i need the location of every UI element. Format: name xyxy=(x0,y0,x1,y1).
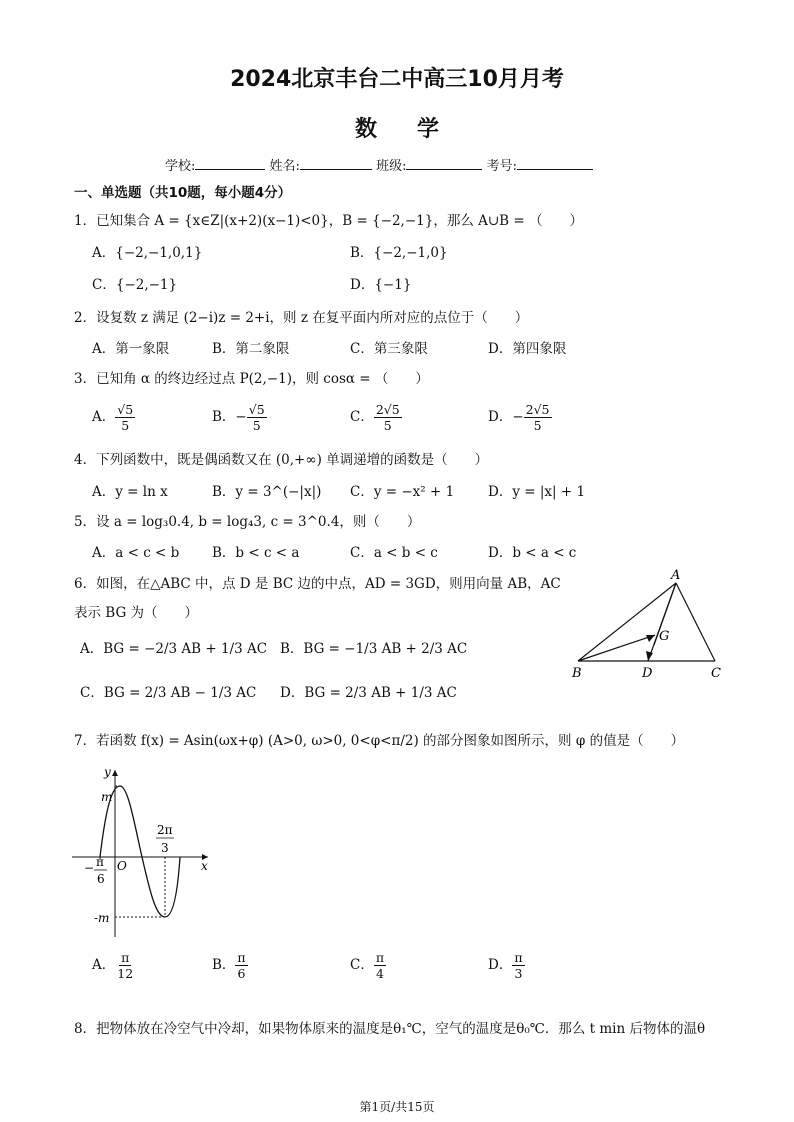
q1-stem: 1．已知集合 A = {x∈Z|(x+2)(x−1)<0}，B = {−2,−1}，那么 A∪B = （ ） xyxy=(74,213,583,229)
q7-option-b: B． $\frac{\pi}{6}$ xyxy=(212,950,246,981)
vector-ad-arrowhead xyxy=(646,651,653,661)
side-ac xyxy=(676,583,715,661)
q3-option-b: B．− $\frac{√5}{5}$ xyxy=(212,402,265,433)
label-a: A xyxy=(671,568,681,583)
label-2pi: 2π xyxy=(157,823,173,837)
q6-stem-line2: 表示 BG 为（ ） xyxy=(74,605,199,621)
q3-stem: 3．已知角 α 的终边经过点 P(2,−1)，则 cosα = （ ） xyxy=(74,371,429,387)
student-info xyxy=(165,155,593,174)
sine-graph xyxy=(70,762,220,942)
label-b: B xyxy=(572,666,582,681)
q7-option-c: C． $\frac{\pi}{4}$ xyxy=(350,950,385,981)
q3-option-a: A． $\frac{√5}{5}$ xyxy=(92,402,134,433)
q2-option-b: B．第二象限 xyxy=(212,341,290,357)
q3-option-c: C． $\frac{2√5}{5}$ xyxy=(350,402,400,433)
q2-stem: 2．设复数 z 满足 (2−i)z = 2+i，则 z 在复平面内所对应的点位于（ ） xyxy=(74,310,529,326)
label-6: 6 xyxy=(97,872,105,886)
q4-option-d: D．y = |x| + 1 xyxy=(488,484,586,500)
q1-option-d: D．{−1} xyxy=(350,277,412,293)
q4-option-b: B．y = 3^(−|x|) xyxy=(212,484,322,500)
page-footer: 第1页/共15页 xyxy=(359,1100,435,1114)
school-label: 学校: xyxy=(165,159,196,174)
name-blank[interactable] xyxy=(300,157,372,170)
subject-title: 数学 xyxy=(354,117,479,142)
q6-option-d: D．BG = 2/3 AB + 1/3 AC xyxy=(280,685,457,701)
page-title: 2024北京丰台二中高三10月月考 xyxy=(230,67,564,92)
q5-option-d: D．b < a < c xyxy=(488,545,577,561)
q8-stem: 8．把物体放在冷空气中冷却，如果物体原来的温度是θ₁℃，空气的温度是θ₀℃．那么 t min 后物体的温θ xyxy=(74,1021,706,1037)
label-pi: π xyxy=(96,855,104,869)
q1-option-a: A．{−2,−1,0,1} xyxy=(92,245,203,261)
q2-option-c: C．第三象限 xyxy=(350,341,428,357)
q1-option-c: C．{−2,−1} xyxy=(92,277,178,293)
label-origin: O xyxy=(117,859,127,873)
number-blank[interactable] xyxy=(517,157,593,170)
q3-option-d: D．− $\frac{2√5}{5}$ xyxy=(488,402,550,433)
label-g: G xyxy=(659,629,670,644)
q7-option-a: A． $\frac{\pi}{12}$ xyxy=(92,950,134,981)
label-neg-m: -m xyxy=(94,911,110,925)
q5-stem: 5．设 a = log₃0.4, b = log₄3, c = 3^0.4，则（ ） xyxy=(74,514,421,530)
label-x: x xyxy=(201,859,208,873)
q4-option-c: C．y = −x² + 1 xyxy=(350,484,455,500)
q2-option-d: D．第四象限 xyxy=(488,341,567,357)
triangle-figure xyxy=(560,565,740,685)
section-heading: 一、单选题（共10题，每小题4分） xyxy=(74,185,292,201)
label-neg-sign: − xyxy=(84,861,95,875)
side-ab xyxy=(578,583,676,661)
vector-bg-arrowhead xyxy=(646,635,655,642)
q6-option-b: B．BG = −1/3 AB + 2/3 AC xyxy=(280,641,468,657)
label-m: m xyxy=(101,790,113,804)
label-y: y xyxy=(104,765,111,779)
q5-option-c: C．a < b < c xyxy=(350,545,438,561)
class-label: 班级: xyxy=(376,159,407,174)
school-blank[interactable] xyxy=(195,157,265,170)
q6-stem-line1: 6．如图，在△ABC 中，点 D 是 BC 边的中点，AD = 3GD，则用向量 AB，AC xyxy=(74,576,561,592)
class-blank[interactable] xyxy=(406,157,482,170)
label-c: C xyxy=(711,666,721,681)
q6-option-a: A．BG = −2/3 AB + 1/3 AC xyxy=(80,641,268,657)
label-3: 3 xyxy=(161,841,169,855)
q7-option-d: D． $\frac{\pi}{3}$ xyxy=(488,950,523,981)
q2-option-a: A．第一象限 xyxy=(92,341,170,357)
label-d: D xyxy=(642,666,653,681)
vector-bg xyxy=(578,635,655,661)
q6-option-c: C．BG = 2/3 AB − 1/3 AC xyxy=(80,685,257,701)
q1-option-b: B．{−2,−1,0} xyxy=(350,245,448,261)
q4-stem: 4．下列函数中，既是偶函数又在 (0,+∞) 单调递增的函数是（ ） xyxy=(74,452,489,468)
number-label: 考号: xyxy=(486,159,517,174)
q7-stem: 7．若函数 f(x) = Asin(ωx+φ) (A>0, ω>0, 0<φ<π/2) 的部分图象如图所示，则 φ 的值是（ ） xyxy=(74,733,685,749)
name-label: 姓名: xyxy=(269,159,300,174)
q5-option-b: B．b < c < a xyxy=(212,545,300,561)
q5-option-a: A．a < c < b xyxy=(92,545,180,561)
q4-option-a: A．y = ln x xyxy=(92,484,168,500)
